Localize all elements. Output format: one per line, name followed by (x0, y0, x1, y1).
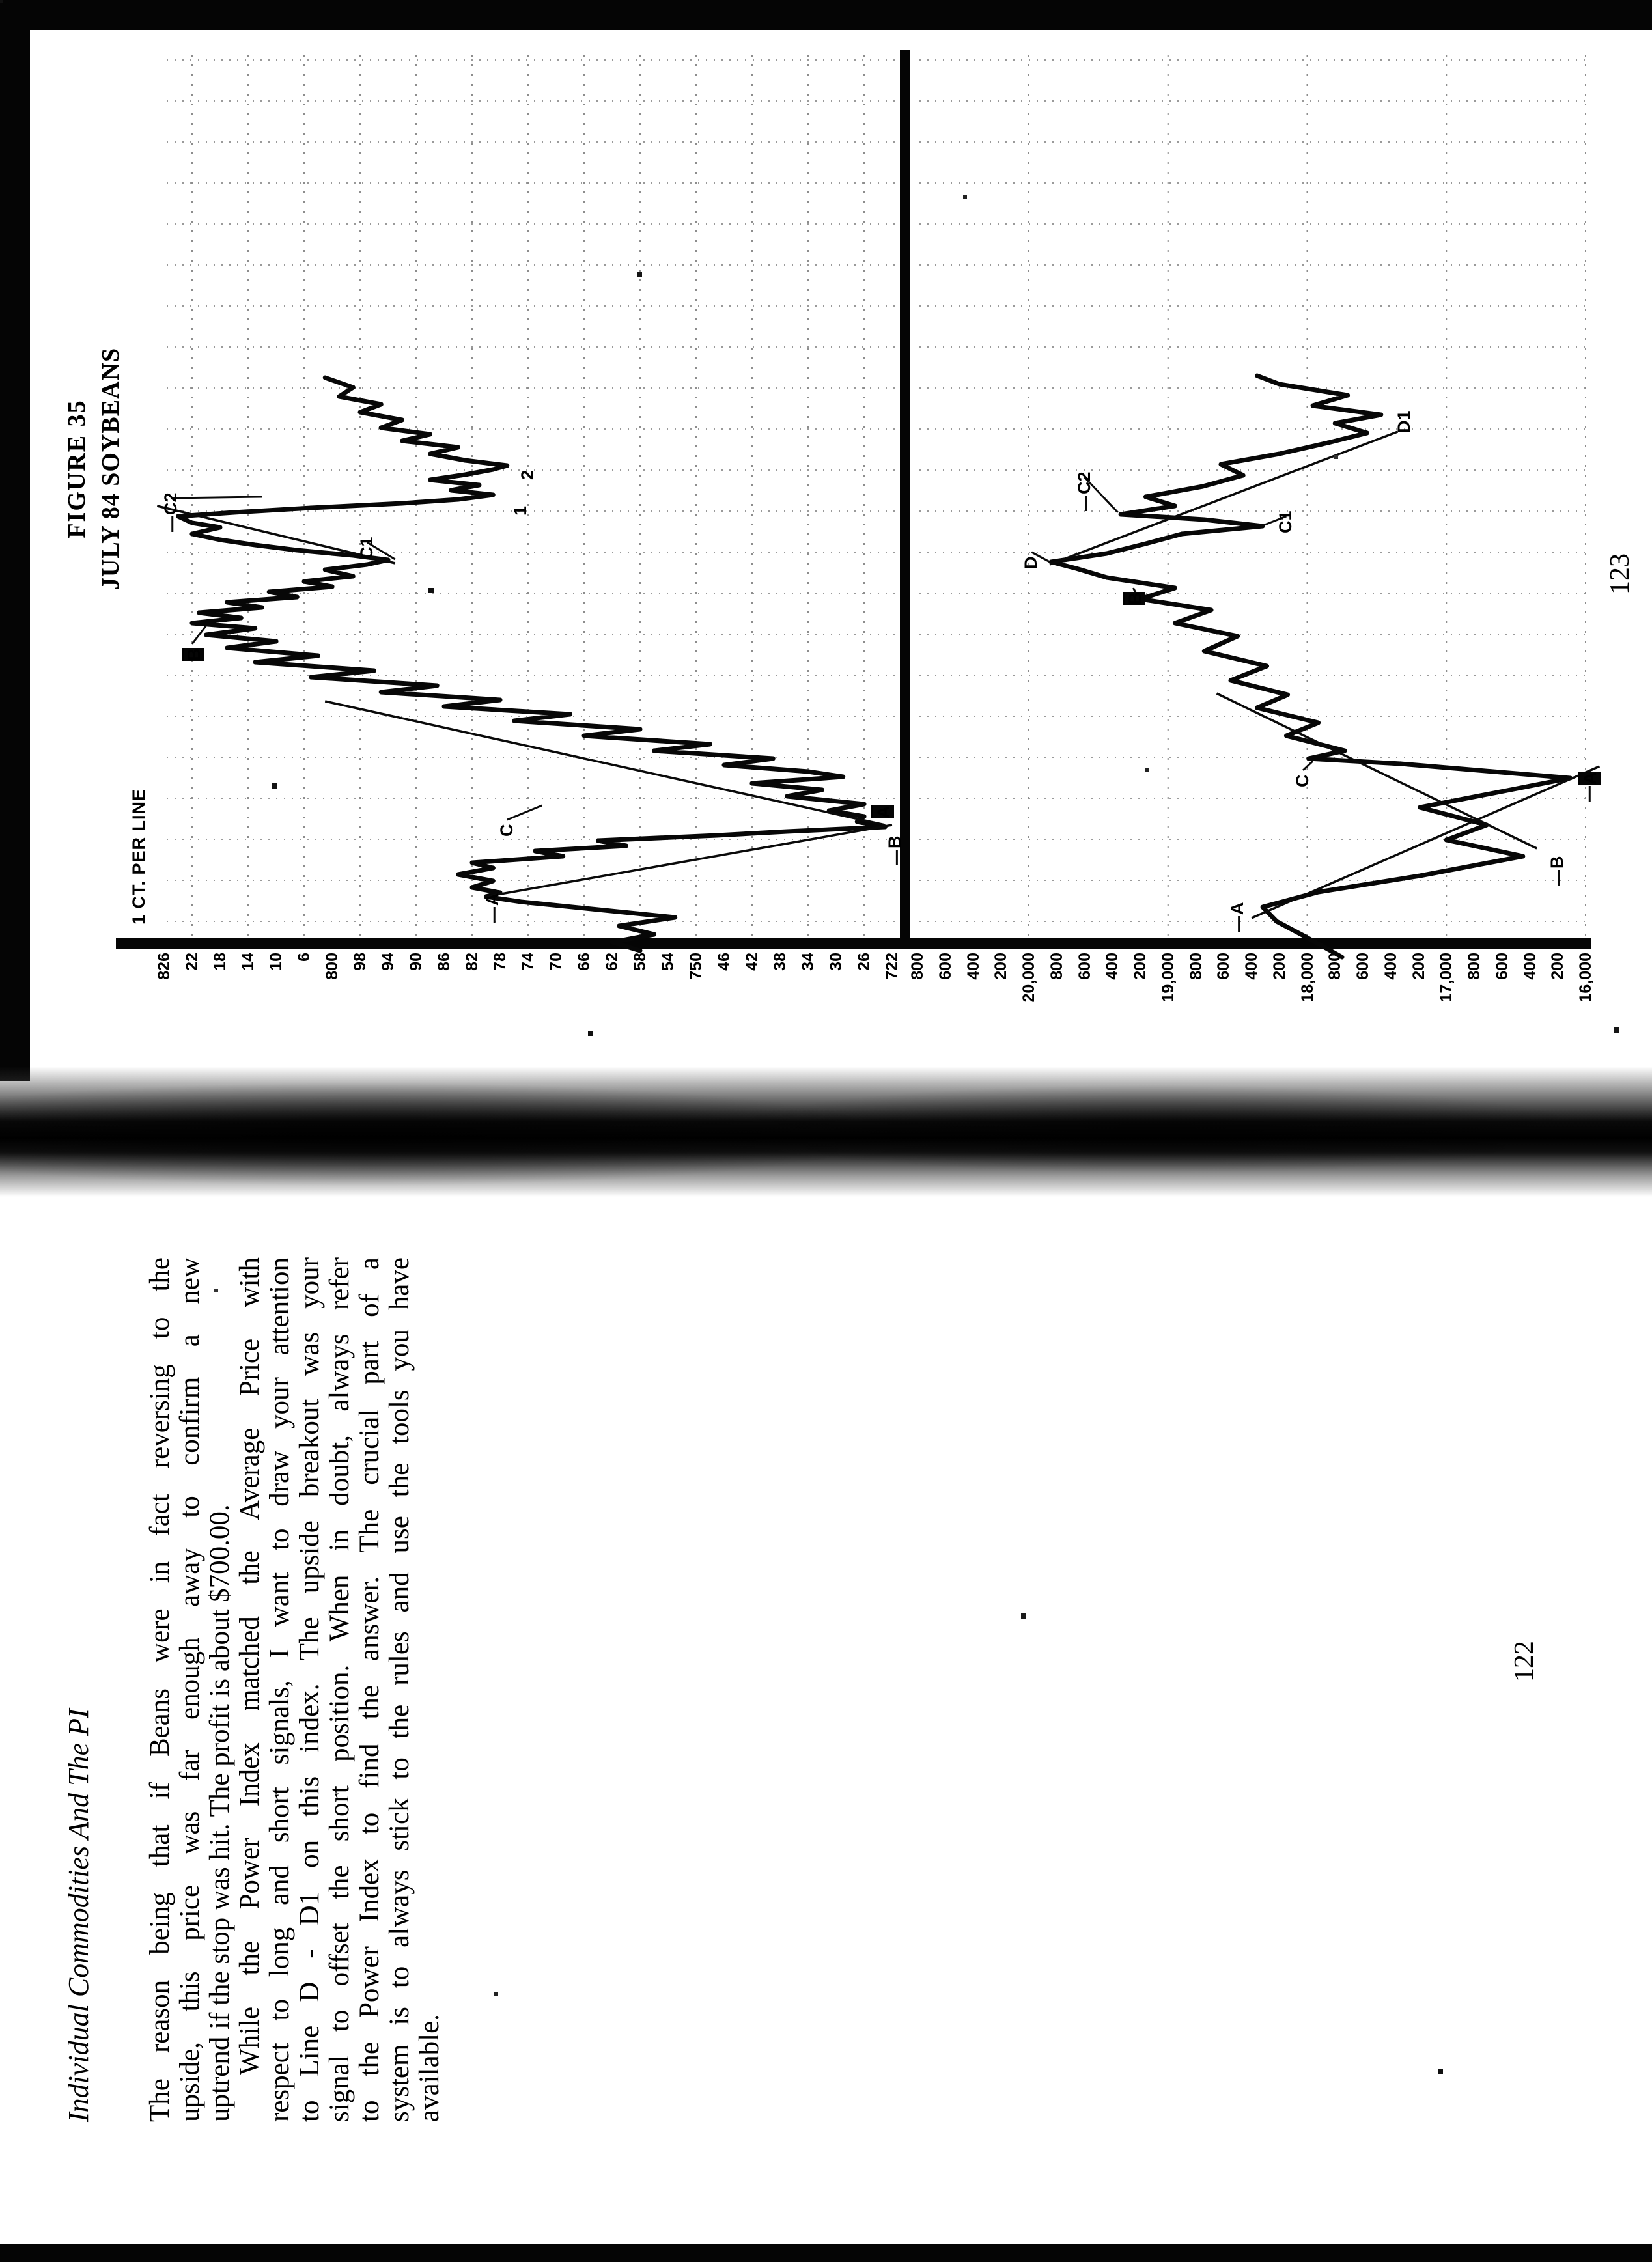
pi-axis-label: 400 (1242, 953, 1261, 980)
scan-noise-speckles (0, 0, 3, 3)
scan-border-top (0, 0, 1652, 30)
annotation-label-c1: C1 (356, 537, 376, 559)
body-text-line: to Line D - D1 on this index. The upside breakout was your (294, 1257, 325, 2122)
body-text-line: respect to long and short signals, I want to draw your attention (264, 1257, 295, 2122)
price-axis-label: 22 (183, 953, 201, 971)
pi-axis-label: 800 (908, 953, 927, 980)
annotation-label-b: B (1547, 856, 1567, 869)
chart-canvas (39, 36, 1641, 1058)
body-text-line: uptrend if the stop was hit. The profit is about $700.00. (204, 1504, 235, 2122)
body-text-line: available. (414, 2014, 445, 2122)
pi-axis-label: 200 (1409, 953, 1428, 980)
pi-axis-label: 600 (936, 953, 955, 980)
price-axis-label: 30 (827, 953, 845, 971)
price-axis-label: 62 (603, 953, 621, 971)
price-axis-label: 98 (351, 953, 369, 971)
pi-axis-label: 800 (1465, 953, 1483, 980)
scale-note: 1 CT. PER LINE (129, 788, 148, 925)
pi-axis-label: 400 (1520, 953, 1539, 980)
price-axis-label: 722 (883, 953, 901, 980)
pi-axis-label: 400 (1103, 953, 1122, 980)
body-text-line: upside, this price was far enough away to confirm a new (175, 1257, 205, 2122)
pi-axis-label: 16,000 (1576, 953, 1595, 1003)
price-axis-label: 10 (267, 953, 285, 971)
pi-axis-label: 800 (1047, 953, 1066, 980)
price-axis-label: 74 (519, 953, 537, 971)
price-axis-label: 86 (435, 953, 453, 971)
pi-axis-label: 19,000 (1158, 953, 1177, 1003)
body-text-line: While the Power Index matched the Average Price with (234, 1257, 265, 2075)
price-axis-label: 14 (239, 953, 257, 971)
body-text-line: The reason being that if Beans were in fact reversing to the (145, 1257, 175, 2122)
pi-axis-label: 400 (964, 953, 983, 980)
annotation-label-d1: D1 (1394, 410, 1414, 433)
book-binding-shadow (0, 1067, 1652, 1197)
running-header: Individual Commodities And The PI (63, 1709, 94, 2122)
pi-axis-label: 600 (1214, 953, 1233, 980)
figure-subtitle: JULY 84 SOYBEANS (97, 347, 124, 591)
price-axis-label: 18 (211, 953, 229, 971)
body-text (145, 1257, 445, 2122)
price-axis-label: 38 (771, 953, 789, 971)
text-page (36, 1192, 1652, 2243)
price-axis-label: 42 (743, 953, 761, 971)
body-text-line: signal to offset the short position. When in doubt, always refer (324, 1257, 355, 2122)
annotation-label-1: 1 (511, 505, 531, 516)
figure-title: FIGURE 35 (63, 399, 91, 538)
pi-axis-label: 600 (1492, 953, 1511, 980)
price-axis-label: 800 (323, 953, 341, 980)
page-number-122: 122 (1509, 1641, 1539, 1682)
price-axis-label: 26 (855, 953, 873, 971)
pi-axis-label: 200 (1270, 953, 1289, 980)
pi-axis-label: 200 (1131, 953, 1149, 980)
annotation-label-c2: C2 (160, 492, 180, 515)
scan-border-bottom (0, 2244, 1652, 2262)
scan-border-left (0, 0, 30, 1081)
annotation-label-c1: C1 (1276, 510, 1296, 533)
annotation-label-a: A (483, 893, 503, 906)
price-axis-label: 750 (687, 953, 705, 980)
price-axis-label: 66 (575, 953, 593, 971)
price-axis-label: 54 (659, 953, 677, 971)
price-axis-label: 70 (547, 953, 565, 971)
annotation-label-b: B (1123, 593, 1145, 606)
annotation-label-c: C (1293, 774, 1313, 787)
annotation-label-2: 2 (518, 469, 537, 480)
annotation-label-a: A (871, 806, 894, 819)
price-axis-label: 90 (407, 953, 425, 971)
price-axis-label: 94 (379, 953, 397, 971)
pi-axis-label: 20,000 (1020, 953, 1038, 1003)
pi-axis-label: 200 (1548, 953, 1567, 980)
annotation-label-b: B (885, 835, 905, 848)
pi-axis-label: 200 (992, 953, 1011, 980)
annotation-label-a: A (1227, 902, 1247, 915)
annotation-label-d: D (1021, 556, 1041, 569)
pi-axis-label: 800 (1186, 953, 1205, 980)
annotation-label-c2: C2 (1074, 471, 1094, 494)
figure-page (39, 36, 1641, 1058)
pi-axis-label: 600 (1075, 953, 1094, 980)
price-axis-label: 46 (715, 953, 733, 971)
price-axis-label: 34 (799, 953, 817, 971)
price-axis-label: 82 (463, 953, 481, 971)
annotation-label-b: B (182, 649, 204, 662)
page-number-123: 123 (1605, 553, 1635, 594)
price-axis-label: 58 (631, 953, 649, 971)
pi-axis-label: 600 (1354, 953, 1372, 980)
price-axis-label: 6 (295, 953, 313, 962)
pi-axis-label: 17,000 (1437, 953, 1456, 1003)
annotation-label-a: A (1578, 772, 1601, 785)
pi-axis-label: 800 (1326, 953, 1345, 980)
pi-axis-label: 18,000 (1298, 953, 1317, 1003)
body-text-line: system is to always stick to the rules and use the tools you have (384, 1257, 415, 2122)
pi-axis-label: 400 (1381, 953, 1400, 980)
price-axis-label: 78 (491, 953, 509, 971)
price-axis-label: 826 (155, 953, 173, 980)
body-text-line: to the Power Index to find the answer. The crucial part of a (354, 1257, 385, 2122)
annotation-label-c: C (496, 824, 516, 837)
